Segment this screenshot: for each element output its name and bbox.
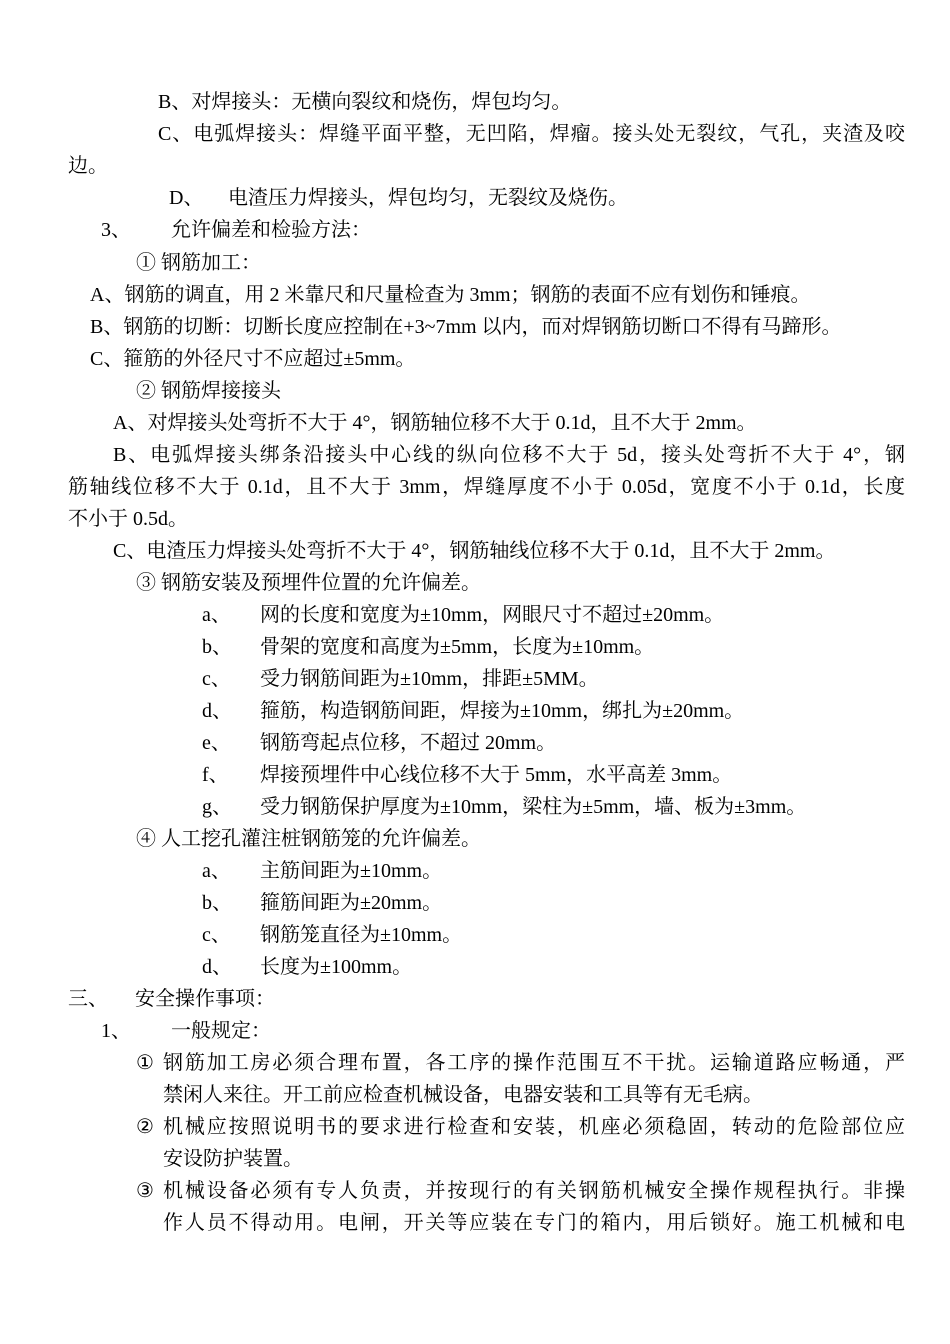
safety-item-marker: ③ [136,1180,154,1202]
weld-check-d [169,182,628,214]
section-3-marker: 3、 [101,219,131,241]
cage-item-marker: a、 [202,860,231,882]
welding-b-line1: B、电弧焊接头绑条沿接头中心线的纵向位移不大于 5d，接头处弯折不大于 4°，钢 [113,444,905,466]
installation-item-text: 箍筋，构造钢筋间距，焊接为±10mm，绑扎为±20mm。 [260,700,745,722]
welding-b-line2: 筋轴线位移不大于 0.1d，且不大于 3mm，焊缝厚度不小于 0.05d，宽度不小于 0.1d，长度 [68,476,905,498]
weld-check-d-marker: D、 [169,187,204,209]
welding-a: A、对焊接头处弯折不大于 4°，钢筋轴位移不大于 0.1d，且不大于 2mm。 [113,412,757,434]
installation-item [202,727,557,759]
installation-item [202,663,599,695]
safety-subheading [101,1015,271,1047]
cage-item [202,919,463,951]
safety-item-marker: ① [136,1052,154,1074]
installation-item-text: 网的长度和宽度为±10mm，网眼尺寸不超过±20mm。 [260,604,725,626]
cage-item-marker: d、 [202,956,232,978]
installation-item-text: 受力钢筋保护厚度为±10mm，梁柱为±5mm，墙、板为±3mm。 [260,796,807,818]
safety-item-line2: 安设防护装置。 [163,1148,303,1170]
installation-item [202,759,733,791]
weld-check-b: B、对焊接头：无横向裂纹和烧伤，焊包均匀。 [158,91,572,113]
processing-heading: ① 钢筋加工： [136,252,261,274]
processing-b: B、钢筋的切断：切断长度应控制在+3~7mm 以内，而对焊钢筋切断口不得有马蹄形。 [90,316,842,338]
installation-item-marker: d、 [202,700,232,722]
processing-a: A、钢筋的调直，用 2 米靠尺和尺量检查为 3mm；钢筋的表面不应有划伤和锤痕。 [90,284,811,306]
cage-item-marker: b、 [202,892,232,914]
cage-item-text: 长度为±100mm。 [260,956,413,978]
cage-item [202,855,443,887]
welding-c: C、电渣压力焊接头处弯折不大于 4°，钢筋轴线位移不大于 0.1d，且不大于 2mm。 [113,540,836,562]
installation-item-marker: f、 [202,764,229,786]
installation-heading: ③ 钢筋安装及预埋件位置的允许偏差。 [136,572,481,594]
weld-check-d-text: 电渣压力焊接头，焊包均匀，无裂纹及烧伤。 [228,187,628,209]
processing-c: C、箍筋的外径尺寸不应超过±5mm。 [90,348,416,370]
safety-sub-title: 一般规定： [171,1020,271,1042]
installation-item [202,791,807,823]
cage-item-marker: c、 [202,924,231,946]
welding-b-line3: 不小于 0.5d。 [68,508,188,530]
installation-item-text: 骨架的宽度和高度为±5mm，长度为±10mm。 [260,636,655,658]
weld-check-c-line1: C、电弧焊接头：焊缝平面平整，无凹陷，焊瘤。接头处无裂纹，气孔，夹渣及咬 [158,123,905,145]
welding-heading: ② 钢筋焊接接头 [136,380,281,402]
cage-item-text: 箍筋间距为±20mm。 [260,892,443,914]
safety-item-line1: 机械应按照说明书的要求进行检查和安装，机座必须稳固，转动的危险部位应 [163,1116,905,1138]
safety-item-line1: 钢筋加工房必须合理布置，各工序的操作范围互不干扰。运输道路应畅通，严 [163,1052,905,1074]
installation-item-text: 钢筋弯起点位移，不超过 20mm。 [260,732,557,754]
cage-item-text: 主筋间距为±10mm。 [260,860,443,882]
installation-item-marker: b、 [202,636,232,658]
section-3-heading [101,214,371,246]
cage-item [202,887,443,919]
installation-item-marker: a、 [202,604,231,626]
installation-item [202,631,655,663]
weld-check-c-line2: 边。 [68,155,108,177]
safety-item-marker: ② [136,1116,154,1138]
installation-item [202,599,725,631]
installation-item [202,695,745,727]
cage-heading: ④ 人工挖孔灌注桩钢筋笼的允许偏差。 [136,828,481,850]
safety-heading [68,983,275,1015]
cage-item [202,951,413,983]
installation-item-marker: e、 [202,732,231,754]
safety-item-line2: 禁闲人来往。开工前应检查机械设备，电器安装和工具等有无毛病。 [163,1084,763,1106]
safety-item-line1: 机械设备必须有专人负责，并按现行的有关钢筋机械安全操作规程执行。非操 [163,1180,905,1202]
installation-item-text: 受力钢筋间距为±10mm，排距±5MM。 [260,668,599,690]
cage-item-text: 钢筋笼直径为±10mm。 [260,924,463,946]
installation-item-marker: g、 [202,796,232,818]
section-3-title: 允许偏差和检验方法： [171,219,371,241]
safety-marker: 三、 [68,988,108,1010]
safety-title: 安全操作事项： [135,988,275,1010]
safety-item-line2: 作人员不得动用。电闸，开关等应装在专门的箱内，用后锁好。施工机械和电 [163,1212,905,1234]
safety-sub-marker: 1、 [101,1020,131,1042]
installation-item-marker: c、 [202,668,231,690]
installation-item-text: 焊接预埋件中心线位移不大于 5mm，水平高差 3mm。 [260,764,733,786]
